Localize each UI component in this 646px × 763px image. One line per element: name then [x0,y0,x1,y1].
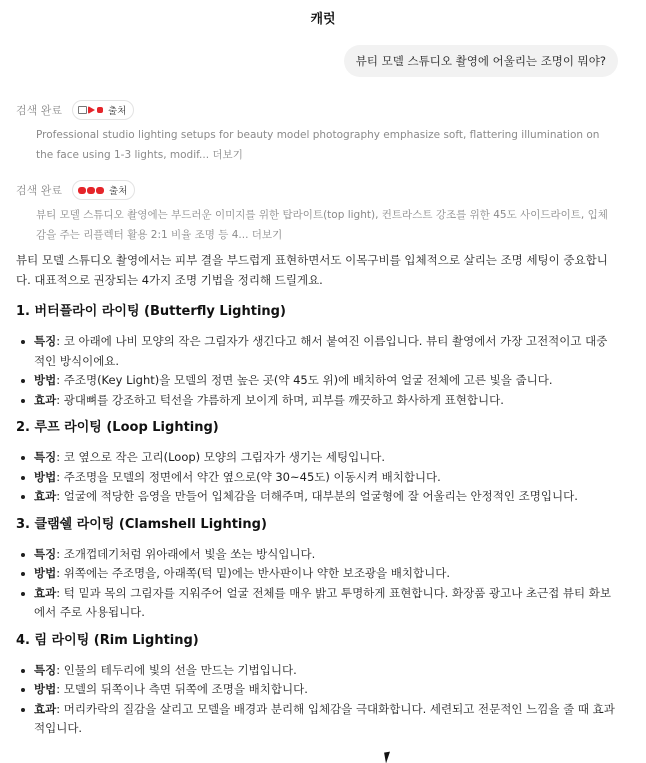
list-item [16,468,616,488]
list-item [16,661,616,681]
search-status-label: 검색 완료 [16,184,63,197]
list-item [16,584,616,623]
section-list [16,545,616,623]
item-text: : 머리카락의 질감을 살리고 모델을 배경과 분리해 입체감을 극대화합니다. 세련되고 전문적인 느낌을 줄 때 효과적입니다. [34,701,615,735]
section-list [16,448,616,507]
mouse-cursor-icon [384,752,392,763]
item-key: 특징 [34,450,57,464]
section-heading: 1. 버터플라이 라이팅 (Butterfly Lighting) [16,304,286,319]
source-label: 출처 [109,186,128,197]
section-list [16,332,616,410]
snippet-text: 뷰티 모델 스튜디오 촬영에는 부드러운 이미지를 위한 탑라이트(top light), 컨트라스트 강조를 위한 45도 사이드라이트, 입체감을 주는 리플렉터 활용 2:1 비율 조명 등 4... [36,209,608,241]
search-status-row [16,100,134,120]
list-item [16,487,616,507]
item-text: : 주조명을 모델의 정면에서 약간 옆으로(약 30~45도) 이동시켜 배치합니다. [56,469,441,484]
list-item [16,680,616,700]
list-item [16,371,616,391]
list-item [16,545,616,565]
snippet-text: Professional studio lighting setups for beauty model photography emphasize soft, flattering illumination on the face using 1-3 lights, modif... [36,129,600,161]
item-key: 방법 [34,469,57,484]
item-key: 특징 [34,546,57,561]
source-chip[interactable] [72,100,134,120]
red-square-icon [97,107,103,113]
item-text: : 턱 밑과 목의 그림자를 지워주어 얼굴 전체를 매우 밝고 투명하게 표현합니다. 화장품 광고나 초근접 뷰티 화보에서 주로 사용됩니다. [34,585,612,619]
item-text: : 코 아래에 나비 모양의 작은 그림자가 생긴다고 해서 붙여진 이름입니다. 뷰티 촬영에서 가장 고전적이고 대중적인 방식이에요. [34,334,608,368]
item-key: 효과 [34,701,57,716]
item-text: : 인물의 테두리에 빛의 선을 만드는 기법입니다. [56,662,297,677]
item-text: : 코 옆으로 작은 고리(Loop) 모양의 그림자가 생기는 세팅입니다. [56,450,386,464]
item-text: : 얼굴에 적당한 음영을 만들어 입체감을 더해주며, 대부분의 얼굴형에 잘 어울리는 안정적인 조명입니다. [56,489,578,503]
source-label: 출처 [108,106,127,117]
item-text: : 조개껍데기처럼 위아래에서 빛을 쏘는 방식입니다. [56,546,316,561]
source-chip[interactable] [72,180,135,200]
item-text: : 위쪽에는 주조명을, 아래쪽(턱 밑)에는 반사판이나 약한 보조광을 배치합니다. [56,566,450,580]
item-key: 방법 [34,566,57,580]
section-heading: 3. 클램쉘 라이팅 (Clamshell Lighting) [16,516,267,532]
search-snippet [36,125,614,165]
answer-intro: 뷰티 모델 스튜디오 촬영에서는 피부 결을 부드럽게 표현하면서도 이목구비를 입체적으로 살리는 조명 세팅이 중요합니다. 대표적으로 권장되는 4가지 조명 기법을 정리해 드릴게요. [16,253,608,287]
youtube-icon [87,187,95,194]
more-link[interactable]: 더보기 [212,149,243,161]
list-item [16,332,616,371]
item-key: 방법 [34,682,57,696]
more-link[interactable]: 더보기 [251,229,283,241]
item-text: : 모델의 뒤쪽이나 측면 뒤쪽에 조명을 배치합니다. [56,682,308,696]
item-text: : 주조명(Key Light)을 모델의 정면 높은 곳(약 45도 위)에 배치하여 얼굴 전체에 고른 빛을 줍니다. [56,373,553,387]
item-text: : 광대뼈를 강조하고 턱선을 갸름하게 보이게 하며, 피부를 깨끗하고 화사하게 표현합니다. [56,392,504,407]
list-item [16,700,616,739]
item-key: 방법 [34,373,57,387]
youtube-icon [96,187,104,194]
youtube-icon [78,187,86,194]
box-icon [78,106,87,114]
section-heading: 4. 림 라이팅 (Rim Lighting) [16,632,199,648]
page-title: 캐럿 [310,12,336,27]
user-message-bubble: 뷰티 모델 스튜디오 촬영에 어울리는 조명이 뭐야? [344,45,618,77]
list-item [16,448,616,468]
search-status-row [16,180,135,200]
item-key: 특징 [34,334,57,348]
list-item [16,564,616,584]
list-item [16,391,616,411]
red-triangle-icon [88,106,95,114]
item-key: 특징 [34,662,57,677]
section-list [16,661,616,739]
item-key: 효과 [34,489,57,503]
search-status-label: 검색 완료 [16,104,63,117]
item-key: 효과 [34,392,57,407]
section-heading: 2. 루프 라이팅 (Loop Lighting) [16,420,219,435]
search-snippet [36,205,614,245]
assistant-answer [16,251,616,747]
item-key: 효과 [34,585,57,600]
